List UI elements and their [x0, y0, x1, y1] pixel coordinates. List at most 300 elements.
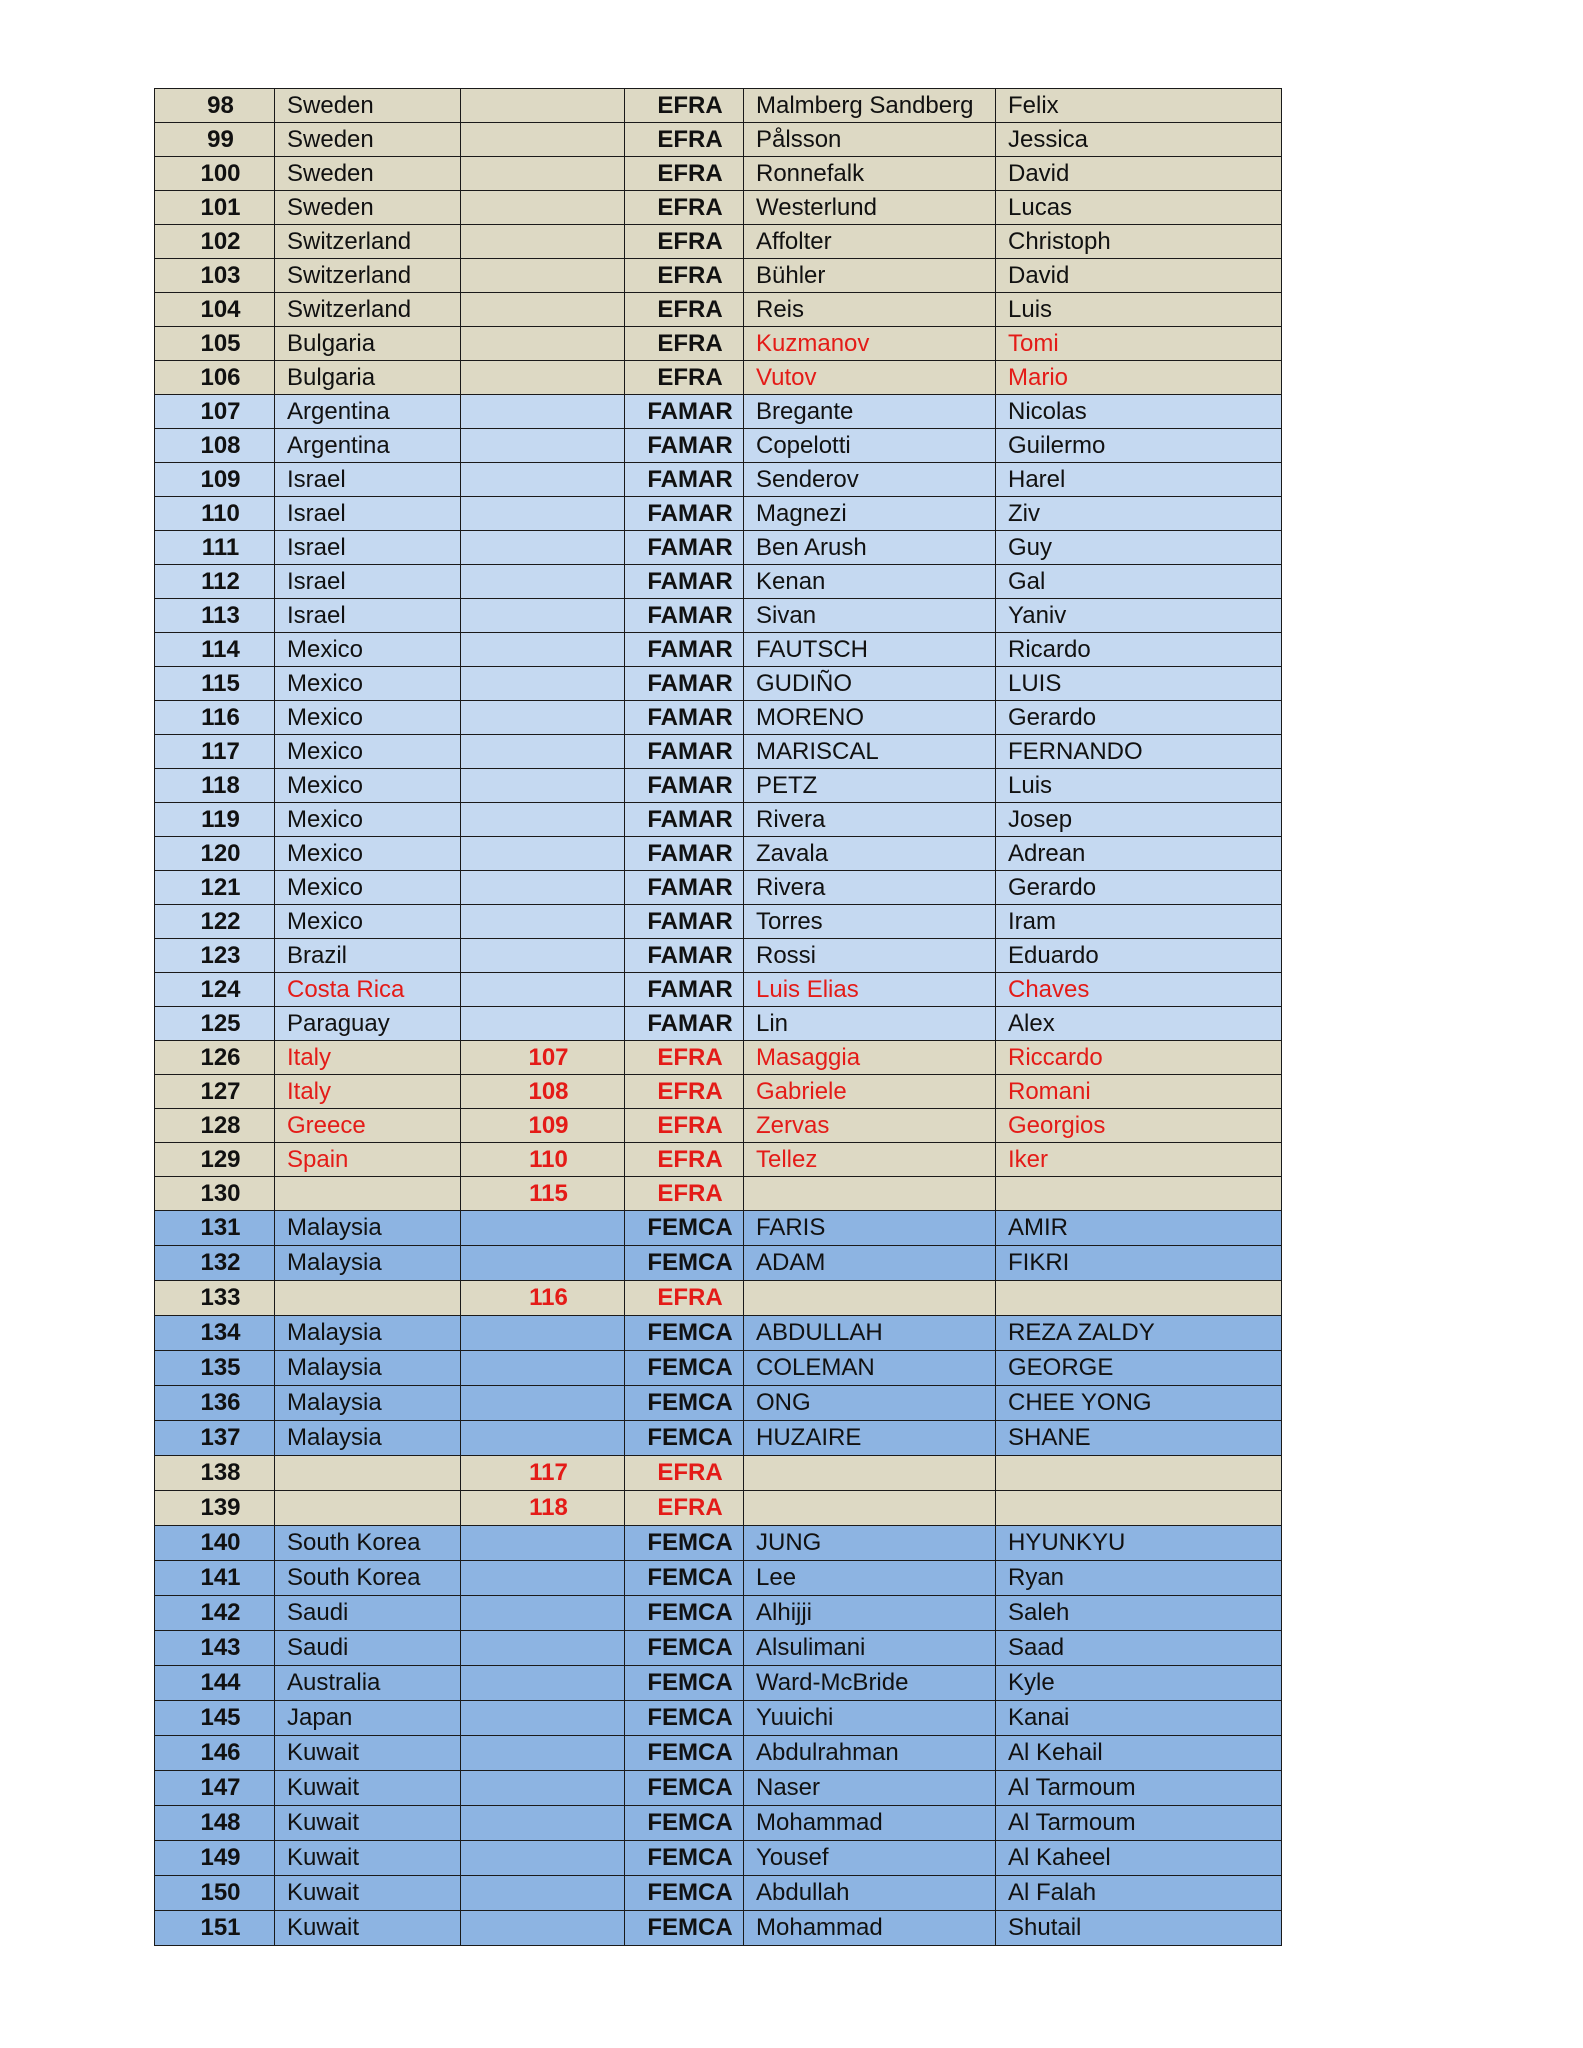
ref-number-cell	[461, 1316, 625, 1351]
ref-number-cell: 107	[461, 1041, 625, 1075]
table-row	[155, 1421, 1282, 1456]
country-cell: Mexico	[275, 905, 461, 939]
country-cell: Israel	[275, 531, 461, 565]
table-row	[155, 1351, 1282, 1386]
country-cell: Israel	[275, 565, 461, 599]
row-number-cell: 104	[155, 293, 275, 327]
row-number-cell: 150	[155, 1876, 275, 1911]
country-cell: Sweden	[275, 157, 461, 191]
table-row	[155, 395, 1282, 429]
last-name-cell: Rivera	[744, 871, 996, 905]
last-name-cell: Kenan	[744, 565, 996, 599]
first-name-cell: Alex	[996, 1007, 1282, 1041]
row-number-cell: 99	[155, 123, 275, 157]
federation-cell: FAMAR	[625, 769, 744, 803]
ref-number-cell	[461, 1596, 625, 1631]
first-name-cell: Chaves	[996, 973, 1282, 1007]
federation-cell: EFRA	[625, 327, 744, 361]
ref-number-cell	[461, 769, 625, 803]
country-cell: Argentina	[275, 429, 461, 463]
federation-cell: FAMAR	[625, 463, 744, 497]
last-name-cell: Masaggia	[744, 1041, 996, 1075]
country-cell: Malaysia	[275, 1211, 461, 1246]
country-cell	[275, 1491, 461, 1526]
federation-cell: FEMCA	[625, 1386, 744, 1421]
first-name-cell: Josep	[996, 803, 1282, 837]
ref-number-cell	[461, 1351, 625, 1386]
first-name-cell: Al Kehail	[996, 1736, 1282, 1771]
country-cell: Paraguay	[275, 1007, 461, 1041]
ref-number-cell: 117	[461, 1456, 625, 1491]
first-name-cell	[996, 1456, 1282, 1491]
country-cell: Italy	[275, 1075, 461, 1109]
last-name-cell: ONG	[744, 1386, 996, 1421]
last-name-cell: Naser	[744, 1771, 996, 1806]
ref-number-cell	[461, 1911, 625, 1946]
country-cell: Bulgaria	[275, 361, 461, 395]
first-name-cell: Gerardo	[996, 701, 1282, 735]
first-name-cell: David	[996, 157, 1282, 191]
federation-cell: EFRA	[625, 1456, 744, 1491]
federation-cell: EFRA	[625, 361, 744, 395]
last-name-cell	[744, 1177, 996, 1211]
last-name-cell: Torres	[744, 905, 996, 939]
row-number-cell: 127	[155, 1075, 275, 1109]
country-cell: Israel	[275, 497, 461, 531]
first-name-cell: SHANE	[996, 1421, 1282, 1456]
table-row	[155, 1177, 1282, 1211]
last-name-cell: MORENO	[744, 701, 996, 735]
first-name-cell: Yaniv	[996, 599, 1282, 633]
country-cell: Costa Rica	[275, 973, 461, 1007]
federation-cell: FAMAR	[625, 905, 744, 939]
country-cell: Malaysia	[275, 1351, 461, 1386]
first-name-cell: Saleh	[996, 1596, 1282, 1631]
row-number-cell: 114	[155, 633, 275, 667]
first-name-cell: Kanai	[996, 1701, 1282, 1736]
federation-cell: EFRA	[625, 1281, 744, 1316]
table-row	[155, 1211, 1282, 1246]
last-name-cell: Alsulimani	[744, 1631, 996, 1666]
country-cell: Switzerland	[275, 225, 461, 259]
row-number-cell: 126	[155, 1041, 275, 1075]
country-cell: Switzerland	[275, 293, 461, 327]
row-number-cell: 147	[155, 1771, 275, 1806]
ref-number-cell	[461, 191, 625, 225]
country-cell: Mexico	[275, 871, 461, 905]
table-row	[155, 1911, 1282, 1946]
first-name-cell: Gerardo	[996, 871, 1282, 905]
country-cell: Mexico	[275, 667, 461, 701]
table-row	[155, 905, 1282, 939]
ref-number-cell: 115	[461, 1177, 625, 1211]
first-name-cell: Gal	[996, 565, 1282, 599]
country-cell: Bulgaria	[275, 327, 461, 361]
country-cell: Mexico	[275, 633, 461, 667]
country-cell	[275, 1281, 461, 1316]
ref-number-cell	[461, 1666, 625, 1701]
last-name-cell: Mohammad	[744, 1806, 996, 1841]
row-number-cell: 121	[155, 871, 275, 905]
row-number-cell: 132	[155, 1246, 275, 1281]
row-number-cell: 148	[155, 1806, 275, 1841]
table-row	[155, 1246, 1282, 1281]
row-number-cell: 129	[155, 1143, 275, 1177]
table-row	[155, 803, 1282, 837]
row-number-cell: 142	[155, 1596, 275, 1631]
row-number-cell: 106	[155, 361, 275, 395]
last-name-cell: Zavala	[744, 837, 996, 871]
federation-cell: FAMAR	[625, 1007, 744, 1041]
country-cell: Malaysia	[275, 1246, 461, 1281]
country-cell: Saudi	[275, 1631, 461, 1666]
country-cell: Australia	[275, 1666, 461, 1701]
ref-number-cell	[461, 599, 625, 633]
federation-cell: FAMAR	[625, 531, 744, 565]
table-row	[155, 225, 1282, 259]
last-name-cell: Lee	[744, 1561, 996, 1596]
first-name-cell: AMIR	[996, 1211, 1282, 1246]
federation-cell: FAMAR	[625, 939, 744, 973]
table-row	[155, 1041, 1282, 1075]
country-cell: South Korea	[275, 1526, 461, 1561]
last-name-cell: JUNG	[744, 1526, 996, 1561]
federation-cell: FEMCA	[625, 1316, 744, 1351]
federation-cell: FAMAR	[625, 803, 744, 837]
federation-cell: EFRA	[625, 1041, 744, 1075]
last-name-cell: Bregante	[744, 395, 996, 429]
first-name-cell: LUIS	[996, 667, 1282, 701]
country-cell: Japan	[275, 1701, 461, 1736]
row-number-cell: 105	[155, 327, 275, 361]
row-number-cell: 119	[155, 803, 275, 837]
table-row	[155, 1386, 1282, 1421]
federation-cell: EFRA	[625, 1075, 744, 1109]
first-name-cell: Jessica	[996, 123, 1282, 157]
ref-number-cell	[461, 259, 625, 293]
table-row	[155, 837, 1282, 871]
federation-cell: EFRA	[625, 259, 744, 293]
table-row	[155, 123, 1282, 157]
last-name-cell: Alhijji	[744, 1596, 996, 1631]
last-name-cell: Tellez	[744, 1143, 996, 1177]
federation-cell: EFRA	[625, 1109, 744, 1143]
row-number-cell: 141	[155, 1561, 275, 1596]
first-name-cell	[996, 1281, 1282, 1316]
country-cell: Malaysia	[275, 1386, 461, 1421]
ref-number-cell	[461, 89, 625, 123]
row-number-cell: 110	[155, 497, 275, 531]
table-row	[155, 191, 1282, 225]
row-number-cell: 149	[155, 1841, 275, 1876]
country-cell: Sweden	[275, 191, 461, 225]
ref-number-cell	[461, 157, 625, 191]
row-number-cell: 124	[155, 973, 275, 1007]
ref-number-cell	[461, 701, 625, 735]
first-name-cell: David	[996, 259, 1282, 293]
table-row	[155, 701, 1282, 735]
federation-cell: EFRA	[625, 225, 744, 259]
first-name-cell: Guy	[996, 531, 1282, 565]
table-row	[155, 735, 1282, 769]
federation-cell: FAMAR	[625, 667, 744, 701]
ref-number-cell	[461, 123, 625, 157]
country-cell	[275, 1456, 461, 1491]
row-number-cell: 137	[155, 1421, 275, 1456]
table-row	[155, 1143, 1282, 1177]
row-number-cell: 98	[155, 89, 275, 123]
federation-cell: EFRA	[625, 123, 744, 157]
ref-number-cell	[461, 939, 625, 973]
first-name-cell: Ziv	[996, 497, 1282, 531]
ref-number-cell	[461, 871, 625, 905]
first-name-cell: Al Tarmoum	[996, 1806, 1282, 1841]
ref-number-cell	[461, 1211, 625, 1246]
ref-number-cell	[461, 837, 625, 871]
country-cell	[275, 1177, 461, 1211]
row-number-cell: 135	[155, 1351, 275, 1386]
last-name-cell: Rossi	[744, 939, 996, 973]
table-row	[155, 769, 1282, 803]
ref-number-cell	[461, 735, 625, 769]
first-name-cell: GEORGE	[996, 1351, 1282, 1386]
country-cell: Malaysia	[275, 1316, 461, 1351]
table-row	[155, 157, 1282, 191]
first-name-cell: Luis	[996, 769, 1282, 803]
last-name-cell	[744, 1456, 996, 1491]
row-number-cell: 123	[155, 939, 275, 973]
table-row	[155, 293, 1282, 327]
row-number-cell: 120	[155, 837, 275, 871]
last-name-cell: Ben Arush	[744, 531, 996, 565]
table-row	[155, 1596, 1282, 1631]
first-name-cell: Al Falah	[996, 1876, 1282, 1911]
ref-number-cell	[461, 1526, 625, 1561]
row-number-cell: 107	[155, 395, 275, 429]
row-number-cell: 111	[155, 531, 275, 565]
row-number-cell: 118	[155, 769, 275, 803]
table-row	[155, 1456, 1282, 1491]
federation-cell: FEMCA	[625, 1596, 744, 1631]
table-row	[155, 599, 1282, 633]
country-cell: Kuwait	[275, 1771, 461, 1806]
ref-number-cell: 118	[461, 1491, 625, 1526]
country-cell: Malaysia	[275, 1421, 461, 1456]
last-name-cell: Zervas	[744, 1109, 996, 1143]
last-name-cell: Vutov	[744, 361, 996, 395]
federation-cell: FAMAR	[625, 837, 744, 871]
federation-cell: FAMAR	[625, 395, 744, 429]
country-cell: Kuwait	[275, 1876, 461, 1911]
country-cell: Argentina	[275, 395, 461, 429]
last-name-cell: Pålsson	[744, 123, 996, 157]
last-name-cell: Gabriele	[744, 1075, 996, 1109]
last-name-cell: MARISCAL	[744, 735, 996, 769]
table-row	[155, 973, 1282, 1007]
federation-cell: FEMCA	[625, 1631, 744, 1666]
country-cell: Israel	[275, 599, 461, 633]
federation-cell: EFRA	[625, 157, 744, 191]
row-number-cell: 138	[155, 1456, 275, 1491]
first-name-cell: Iram	[996, 905, 1282, 939]
table-row	[155, 327, 1282, 361]
table-row	[155, 463, 1282, 497]
last-name-cell: Affolter	[744, 225, 996, 259]
federation-cell: FEMCA	[625, 1876, 744, 1911]
table-row	[155, 1666, 1282, 1701]
ref-number-cell: 116	[461, 1281, 625, 1316]
row-number-cell: 146	[155, 1736, 275, 1771]
table-row	[155, 1736, 1282, 1771]
ref-number-cell	[461, 1561, 625, 1596]
first-name-cell: Lucas	[996, 191, 1282, 225]
ref-number-cell	[461, 1631, 625, 1666]
row-number-cell: 113	[155, 599, 275, 633]
table-row	[155, 871, 1282, 905]
row-number-cell: 131	[155, 1211, 275, 1246]
table-row	[155, 259, 1282, 293]
federation-cell: FAMAR	[625, 565, 744, 599]
row-number-cell: 128	[155, 1109, 275, 1143]
country-cell: Brazil	[275, 939, 461, 973]
federation-cell: FEMCA	[625, 1701, 744, 1736]
row-number-cell: 101	[155, 191, 275, 225]
first-name-cell: Ricardo	[996, 633, 1282, 667]
row-number-cell: 108	[155, 429, 275, 463]
ref-number-cell	[461, 361, 625, 395]
federation-cell: FEMCA	[625, 1526, 744, 1561]
row-number-cell: 139	[155, 1491, 275, 1526]
last-name-cell: Abdullah	[744, 1876, 996, 1911]
first-name-cell: Nicolas	[996, 395, 1282, 429]
row-number-cell: 103	[155, 259, 275, 293]
table-row	[155, 565, 1282, 599]
table-row	[155, 633, 1282, 667]
ref-number-cell	[461, 1007, 625, 1041]
first-name-cell: Shutail	[996, 1911, 1282, 1946]
federation-cell: FEMCA	[625, 1666, 744, 1701]
federation-cell: FAMAR	[625, 735, 744, 769]
ref-number-cell	[461, 803, 625, 837]
row-number-cell: 130	[155, 1177, 275, 1211]
row-number-cell: 109	[155, 463, 275, 497]
federation-cell: EFRA	[625, 89, 744, 123]
row-number-cell: 115	[155, 667, 275, 701]
federation-cell: FEMCA	[625, 1806, 744, 1841]
last-name-cell: Rivera	[744, 803, 996, 837]
table-row	[155, 1701, 1282, 1736]
ref-number-cell: 109	[461, 1109, 625, 1143]
first-name-cell: Guilermo	[996, 429, 1282, 463]
table-row	[155, 1561, 1282, 1596]
federation-cell: EFRA	[625, 1143, 744, 1177]
last-name-cell: COLEMAN	[744, 1351, 996, 1386]
table-row	[155, 1876, 1282, 1911]
federation-cell: FEMCA	[625, 1561, 744, 1596]
country-cell: Greece	[275, 1109, 461, 1143]
last-name-cell: PETZ	[744, 769, 996, 803]
country-cell: Kuwait	[275, 1806, 461, 1841]
table-row	[155, 1075, 1282, 1109]
ref-number-cell	[461, 1876, 625, 1911]
row-number-cell: 136	[155, 1386, 275, 1421]
row-number-cell: 151	[155, 1911, 275, 1946]
last-name-cell	[744, 1491, 996, 1526]
first-name-cell: Riccardo	[996, 1041, 1282, 1075]
first-name-cell: Iker	[996, 1143, 1282, 1177]
first-name-cell	[996, 1177, 1282, 1211]
last-name-cell: Abdulrahman	[744, 1736, 996, 1771]
ref-number-cell	[461, 973, 625, 1007]
first-name-cell: Adrean	[996, 837, 1282, 871]
row-number-cell: 116	[155, 701, 275, 735]
last-name-cell: Yousef	[744, 1841, 996, 1876]
last-name-cell: Luis Elias	[744, 973, 996, 1007]
ref-number-cell	[461, 1246, 625, 1281]
country-cell: Saudi	[275, 1596, 461, 1631]
table-row	[155, 939, 1282, 973]
country-cell: Sweden	[275, 123, 461, 157]
row-number-cell: 143	[155, 1631, 275, 1666]
first-name-cell: Harel	[996, 463, 1282, 497]
table-row	[155, 1109, 1282, 1143]
table-row	[155, 497, 1282, 531]
first-name-cell: FERNANDO	[996, 735, 1282, 769]
ref-number-cell	[461, 327, 625, 361]
first-name-cell: Christoph	[996, 225, 1282, 259]
federation-cell: FEMCA	[625, 1736, 744, 1771]
country-cell: Mexico	[275, 769, 461, 803]
country-cell: Switzerland	[275, 259, 461, 293]
federation-cell: FAMAR	[625, 973, 744, 1007]
table-row	[155, 1771, 1282, 1806]
last-name-cell: FAUTSCH	[744, 633, 996, 667]
federation-cell: FAMAR	[625, 429, 744, 463]
row-number-cell: 112	[155, 565, 275, 599]
ref-number-cell	[461, 429, 625, 463]
last-name-cell: Bühler	[744, 259, 996, 293]
row-number-cell: 140	[155, 1526, 275, 1561]
driver-table	[154, 88, 1282, 1946]
row-number-cell: 145	[155, 1701, 275, 1736]
table-row	[155, 1526, 1282, 1561]
table-row	[155, 1841, 1282, 1876]
federation-cell: EFRA	[625, 1177, 744, 1211]
ref-number-cell	[461, 463, 625, 497]
table-row	[155, 531, 1282, 565]
first-name-cell: FIKRI	[996, 1246, 1282, 1281]
first-name-cell: Georgios	[996, 1109, 1282, 1143]
federation-cell: FEMCA	[625, 1351, 744, 1386]
federation-cell: EFRA	[625, 1491, 744, 1526]
ref-number-cell	[461, 395, 625, 429]
first-name-cell: Kyle	[996, 1666, 1282, 1701]
last-name-cell: Westerlund	[744, 191, 996, 225]
first-name-cell	[996, 1491, 1282, 1526]
first-name-cell: REZA ZALDY	[996, 1316, 1282, 1351]
federation-cell: FEMCA	[625, 1771, 744, 1806]
table-row	[155, 1806, 1282, 1841]
last-name-cell: Yuuichi	[744, 1701, 996, 1736]
country-cell: Mexico	[275, 701, 461, 735]
ref-number-cell	[461, 1701, 625, 1736]
ref-number-cell	[461, 667, 625, 701]
last-name-cell: Ward-McBride	[744, 1666, 996, 1701]
ref-number-cell	[461, 531, 625, 565]
country-cell: South Korea	[275, 1561, 461, 1596]
table-row	[155, 667, 1282, 701]
country-cell: Mexico	[275, 837, 461, 871]
